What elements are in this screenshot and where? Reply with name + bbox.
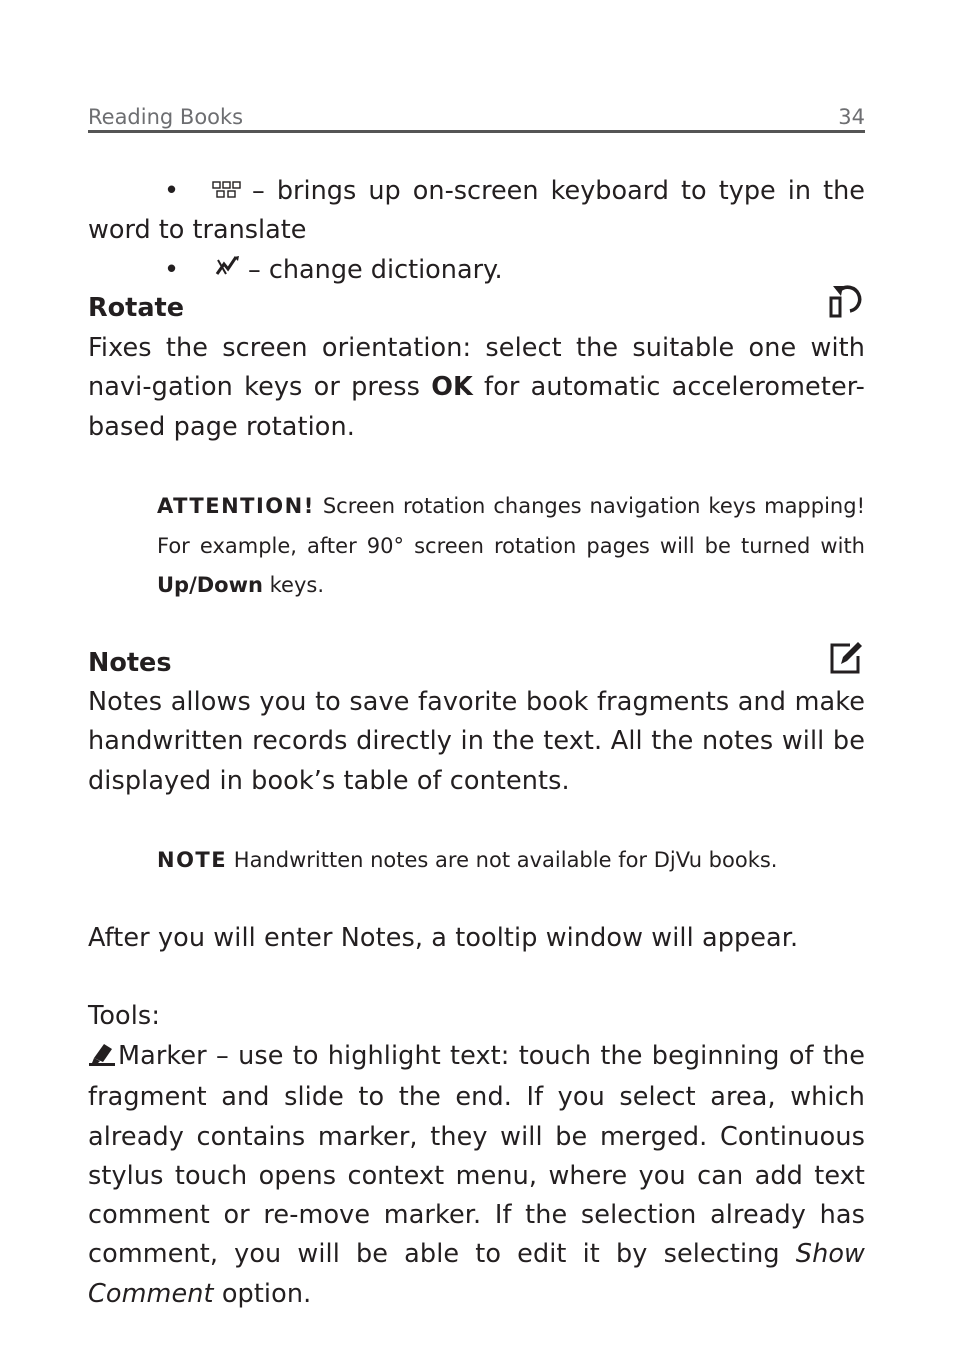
attention-text-end: keys.: [262, 573, 325, 597]
bullet-text: – brings up on-screen keyboard to type in the: [252, 176, 865, 206]
attention-label: ATTENTION!: [157, 494, 315, 518]
show-comment-label: Show Comment: [88, 1239, 865, 1309]
chapter-title: Reading Books: [88, 105, 244, 129]
bullet-dot: •: [164, 255, 180, 285]
page-number: 34: [838, 105, 865, 129]
attention-text: Screen rotation changes navigation keys mapping! For example, after 90° screen rotation pages will be turned with: [157, 494, 865, 558]
bullet-text-continued: word to translate: [88, 215, 307, 245]
rotate-description: [88, 329, 865, 447]
djvu-note: [157, 841, 865, 881]
attention-note: [157, 487, 865, 606]
marker-text: Marker – use to highlight text: touch the beginning of the fragment and slide to the end. If you select area, which already contains marker, they will be merged. Continuous stylus touch opens context menu, where you can add text comment or re-move marker. If the selection already has comment, you will be able to edit it by selecting: [88, 1041, 865, 1270]
rotate-text-2: for automatic accelerometer-based page rotation.: [88, 372, 865, 442]
section-heading-rotate: Rotate: [88, 293, 185, 323]
bullet-item-keyboard: [88, 172, 865, 212]
marker-icon: [88, 1039, 118, 1078]
bullet-text: – change dictionary.: [248, 255, 503, 285]
tooltip-paragraph: After you will enter Notes, a tooltip window will appear.: [88, 923, 799, 953]
rotate-icon: [828, 282, 864, 324]
change-dictionary-icon: [214, 253, 242, 292]
section-heading-notes: Notes: [88, 648, 172, 678]
notes-edit-icon: [828, 640, 864, 680]
marker-text-end: option.: [213, 1278, 312, 1309]
notes-description: Notes allows you to save favorite book fragments and make handwritten records directly in the text. All the notes will be displayed in book’s table of contents.: [88, 687, 865, 796]
marker-paragraph: [88, 1037, 865, 1314]
note-text: Handwritten notes are not available for DjVu books.: [227, 848, 778, 872]
bullet-item-dictionary: [88, 251, 865, 291]
ok-key-label: OK: [431, 372, 473, 403]
keyboard-icon: [212, 176, 242, 215]
note-label: NOTE: [157, 848, 228, 872]
page-header: [88, 104, 865, 133]
rotate-text-1: Fixes the screen orientation: select the suitable one with navi-gation keys or press: [88, 333, 865, 403]
bullet-dot: •: [164, 176, 180, 206]
bullet-continuation: [88, 211, 865, 250]
tools-label: Tools:: [88, 1001, 161, 1031]
up-down-label: Up/Down: [157, 573, 263, 597]
